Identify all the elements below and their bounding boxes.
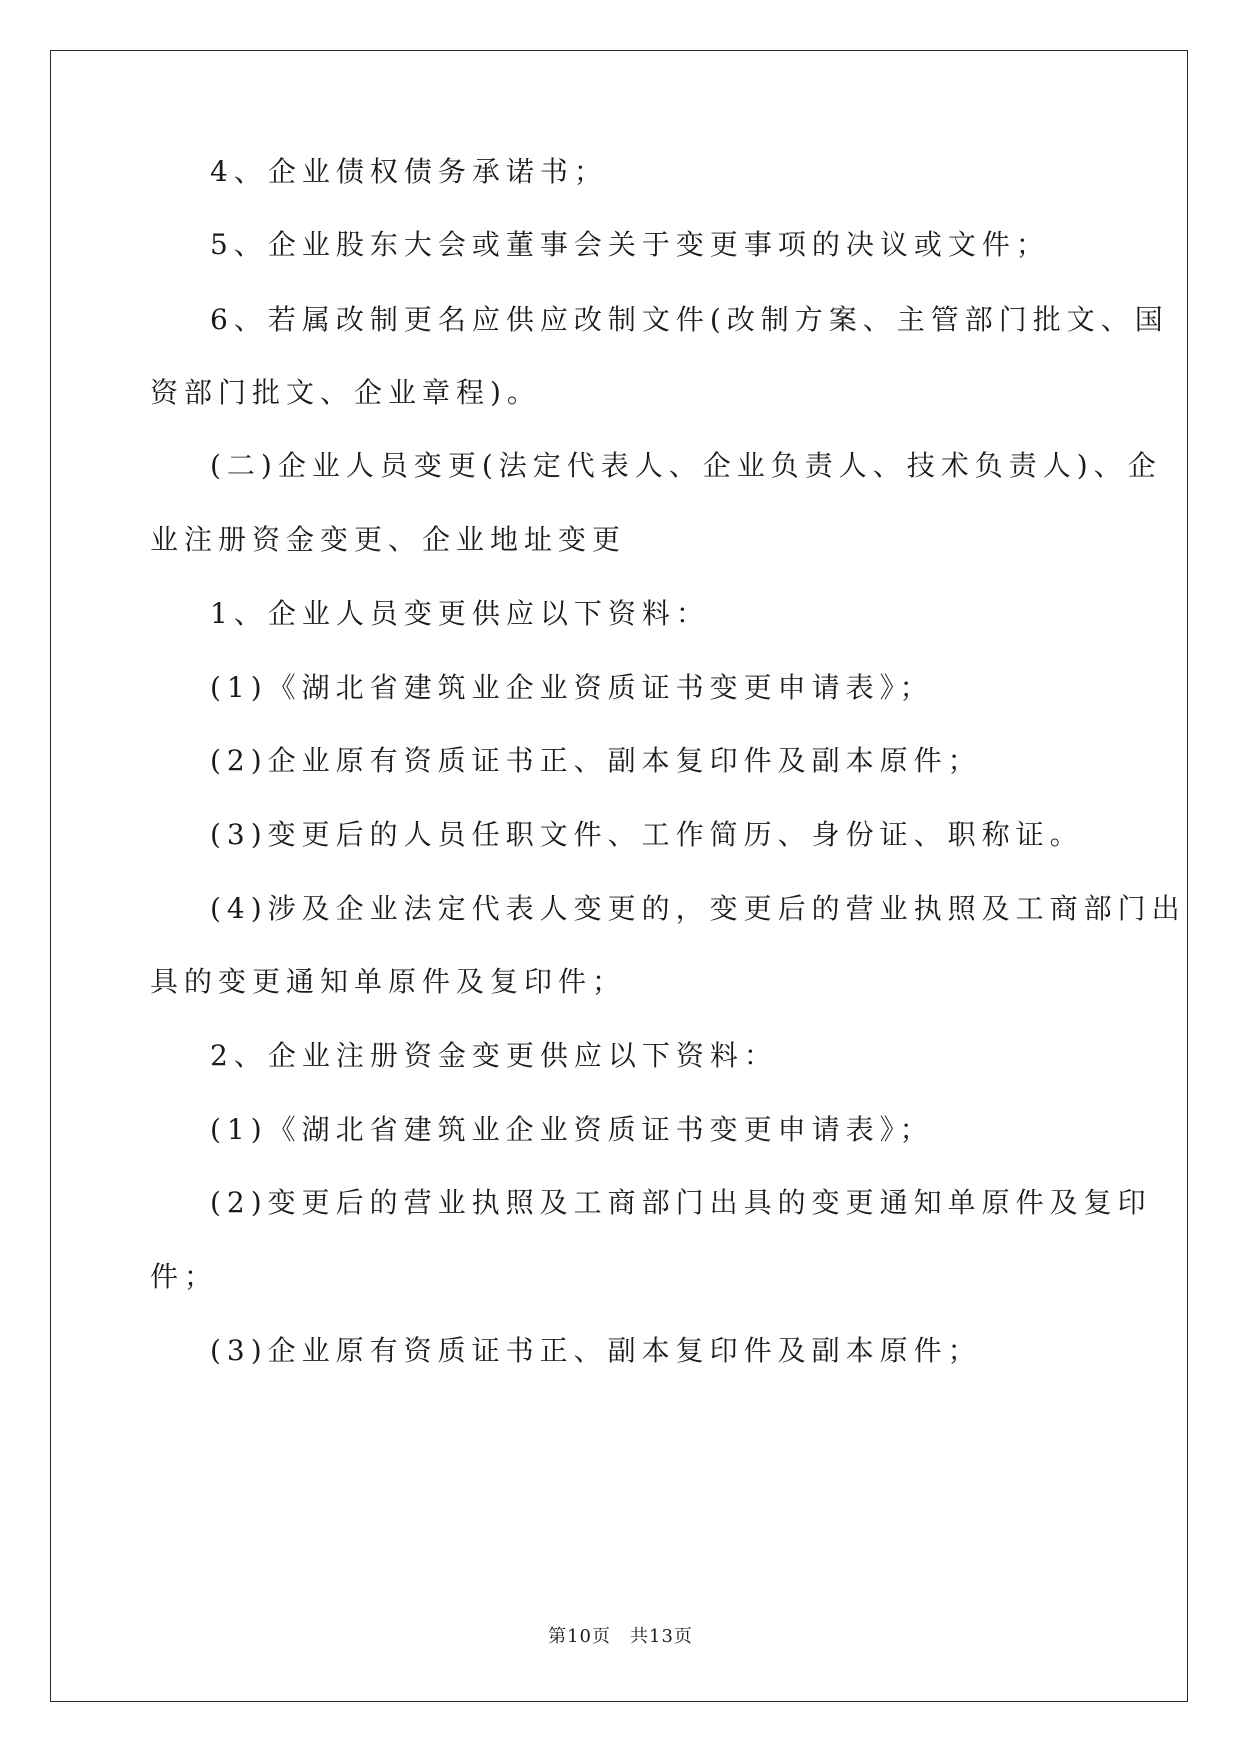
paragraph-line: (1)《湖北省建筑业企业资质证书变更申请表》；: [210, 1113, 934, 1146]
paragraph-line: 件；: [150, 1260, 219, 1293]
paragraph-line: 资部门批文、企业章程)。: [150, 376, 541, 409]
paragraph-line: 4、企业债权债务承诺书；: [210, 155, 608, 188]
paragraph-line: (3)变更后的人员任职文件、工作简历、身份证、职称证。: [210, 818, 1084, 851]
paragraph-line: (二)企业人员变更(法定代表人、企业负责人、技术负责人)、企: [210, 449, 1162, 482]
paragraph-line: 具的变更通知单原件及复印件；: [150, 965, 627, 998]
paragraph-line: (3)企业原有资质证书正、副本复印件及副本原件；: [210, 1334, 982, 1367]
paragraph-line: (2)企业原有资质证书正、副本复印件及副本原件；: [210, 744, 982, 777]
paragraph-line: 6、若属改制更名应供应改制文件(改制方案、主管部门批文、国: [210, 303, 1169, 336]
paragraph-line: 5、企业股东大会或董事会关于变更事项的决议或文件；: [210, 228, 1050, 261]
page-number-footer: 第10页 共13页: [548, 1626, 693, 1647]
paragraph-line: (1)《湖北省建筑业企业资质证书变更申请表》；: [210, 671, 934, 704]
paragraph-line: 业注册资金变更、企业地址变更: [150, 523, 627, 556]
paragraph-line: 2、企业注册资金变更供应以下资料：: [210, 1039, 778, 1072]
paragraph-line: (4)涉及企业法定代表人变更的，变更后的营业执照及工商部门出: [210, 892, 1186, 925]
paragraph-line: (2)变更后的营业执照及工商部门出具的变更通知单原件及复印: [210, 1186, 1152, 1219]
page-border: [50, 50, 1188, 1702]
paragraph-line: 1、企业人员变更供应以下资料：: [210, 597, 710, 630]
